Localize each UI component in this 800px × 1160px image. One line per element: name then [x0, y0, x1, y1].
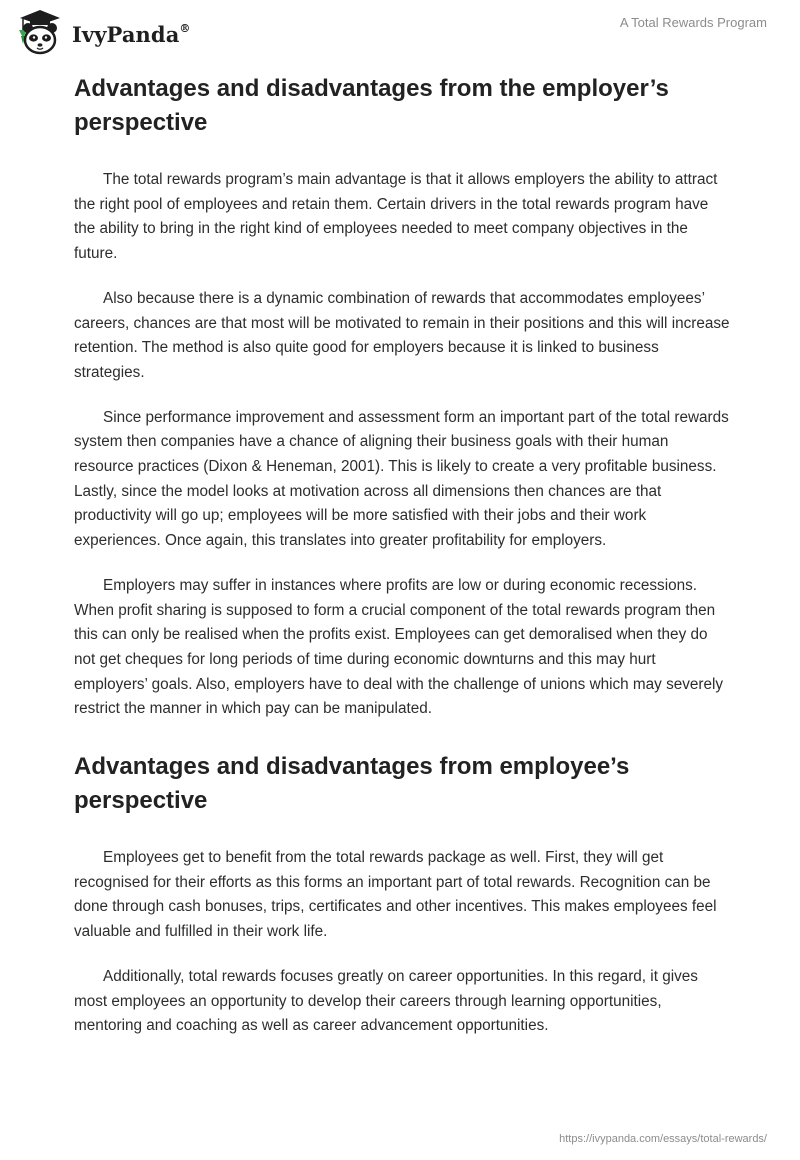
paragraph: Since performance improvement and assessment form an important part of the total rewards system then companies have a chance of aligning their business goals with their human resource practices (Dixon & Heneman, 2001). This is likely to create a very profitable business. Lastly, since the model looks at motivation across all dimensions then chances are that productivity will go up; employees will be more satisfied with their jobs and their work experiences. Once again, this translates into greater profitability for employers. [74, 408, 729, 550]
trademark-symbol: ® [179, 21, 191, 35]
section-heading-employee: Advantages and disadvantages from employee’s perspective [74, 753, 630, 815]
page-header [0, 0, 800, 60]
paragraph: Employees get to benefit from the total rewards package as well. First, they will get recognised for their efforts as this forms an important part of total rewards. Recognition can be done through cash bonuses, trips, certificates and other incentives. This makes employees feel valuable and fulfilled in their work life. [74, 849, 717, 941]
document-title: A Total Rewards Program [619, 15, 767, 30]
source-url-link[interactable]: https://ivypanda.com/essays/total-rewards/ [559, 1133, 767, 1145]
essay-content [74, 72, 730, 1059]
paragraph: Also because there is a dynamic combination of rewards that accommodates employees’ careers, chances are that most will be motivated to remain in their positions and this will increase retention. The method is also quite good for employers because it is linked to business strategies. [74, 289, 730, 381]
paragraph: The total rewards program’s main advantage is that it allows employers the ability to attract the right pool of employees and retain them. Certain drivers in the total rewards program have the ability to bring in the right kind of employees needed to meet company objectives in the future. [74, 171, 718, 263]
section-heading-employer: Advantages and disadvantages from the employer’s perspective [74, 75, 669, 136]
paragraph: Employers may suffer in instances where profits are low or during economic recessions. When profit sharing is supposed to form a crucial component of the total rewards program then this can only be realised when the profits exist. Employees can get demoralised when they do not get cheques for long periods of time during economic downturns and this may hurt employers’ goals. Also, employers have to deal with the challenge of unions which may severely restrict the manner in which pay can be manipulated. [74, 576, 724, 718]
ivypanda-logo[interactable] [14, 8, 191, 58]
logo-wordmark: IvyPanda® [72, 21, 191, 47]
panda-graduate-icon [14, 8, 66, 58]
paragraph: Additionally, total rewards focuses greatly on career opportunities. In this regard, it gives most employees an opportunity to develop their careers through learning opportunities, mentoring and coaching as well as career advancement opportunities. [74, 967, 698, 1035]
